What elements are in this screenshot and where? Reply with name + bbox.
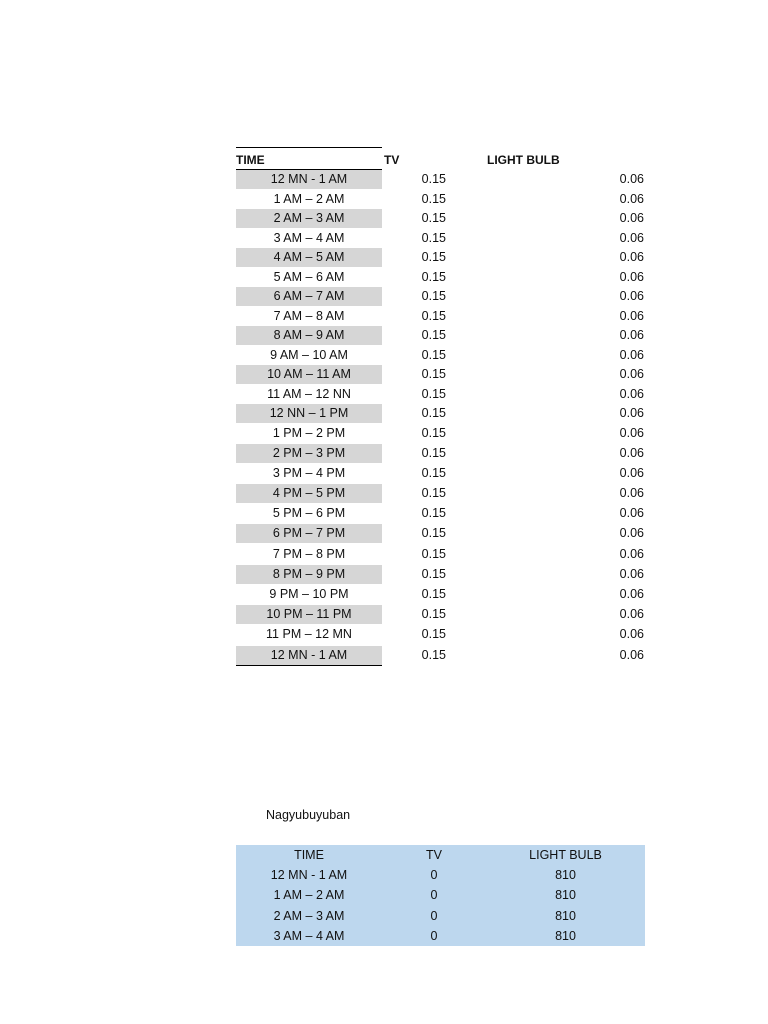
table-row [236,484,646,503]
table-row [236,865,645,885]
table-row [236,229,646,248]
light-bulb-cell: 0.06 [619,466,644,480]
table-row [236,170,646,189]
light-bulb-cell: 0.06 [619,486,644,500]
table-bottom-rule [236,665,382,666]
tv-cell: 0.15 [421,547,446,561]
table-row [236,906,645,926]
tv-cell: 0.15 [421,567,446,581]
time-cell: 12 MN - 1 AM [236,646,382,665]
time-cell: 2 PM – 3 PM [236,444,382,463]
table-row [236,307,646,326]
tv-cell: 0.15 [421,250,446,264]
time-cell: 9 PM – 10 PM [269,587,349,601]
tv-cell: 0 [430,929,438,944]
light-bulb-cell: 810 [555,868,576,882]
time-cell: 7 AM – 8 AM [273,309,345,323]
light-bulb-cell: 0.06 [619,526,644,540]
light-bulb-cell: 0.06 [619,567,644,581]
tv-cell: 0.15 [421,466,446,480]
header-tv: TV [426,848,442,862]
table-row [236,268,646,287]
table-row [236,545,646,564]
light-bulb-cell: 0.06 [619,309,644,323]
table-row [236,209,646,228]
time-cell: 11 PM – 12 MN [266,627,352,641]
time-cell: 1 PM – 2 PM [272,426,346,440]
light-bulb-cell: 0.06 [619,587,644,601]
table-row [236,287,646,306]
header-light-bulb: LIGHT BULB [529,848,602,862]
time-cell: 8 PM – 9 PM [236,565,382,584]
table-row [236,404,646,423]
light-bulb-cell: 0.06 [619,250,644,264]
tv-cell: 0.15 [421,289,446,303]
table-row [236,605,646,624]
time-cell: 6 AM – 7 AM [236,287,382,306]
time-cell: 10 AM – 11 AM [236,365,382,384]
tv-cell: 0.15 [421,192,446,206]
table-row [236,326,646,345]
light-bulb-cell: 810 [555,908,576,923]
time-cell: 1 AM – 2 AM [273,888,345,903]
time-cell: 12 MN - 1 AM [236,170,382,189]
time-cell: 4 AM – 5 AM [236,248,382,267]
light-bulb-cell: 810 [555,888,576,903]
usage-table [236,845,645,946]
table-row [236,424,646,443]
light-bulb-cell: 0.06 [619,547,644,561]
time-cell: 4 PM – 5 PM [236,484,382,503]
time-cell: 2 AM – 3 AM [236,209,382,228]
tv-cell: 0 [430,868,438,882]
light-bulb-cell: 0.06 [619,648,644,662]
time-cell: 8 AM – 9 AM [236,326,382,345]
light-bulb-cell: 0.06 [619,627,644,641]
tv-cell: 0.15 [421,172,446,186]
table-row [236,444,646,463]
table-row [236,585,646,604]
tv-cell: 0 [430,908,438,923]
light-bulb-cell: 0.06 [619,387,644,401]
tv-cell: 0.15 [421,648,446,662]
header-tv: TV [384,153,400,167]
usage-table-header [236,845,645,865]
tv-cell: 0.15 [421,309,446,323]
light-bulb-cell: 810 [555,929,576,944]
time-cell: 3 PM – 4 PM [272,466,346,480]
light-bulb-cell: 0.06 [619,211,644,225]
tv-cell: 0.15 [421,328,446,342]
light-bulb-cell: 0.06 [619,289,644,303]
table-row [236,365,646,384]
header-light-bulb: LIGHT BULB [487,153,560,167]
tv-cell: 0.15 [421,270,446,284]
light-bulb-cell: 0.06 [619,231,644,245]
time-cell: 2 AM – 3 AM [273,908,345,923]
table-row [236,646,646,665]
light-bulb-cell: 0.06 [619,192,644,206]
tv-cell: 0.15 [421,426,446,440]
table-row [236,504,646,523]
light-bulb-cell: 0.06 [619,426,644,440]
light-bulb-cell: 0.06 [619,406,644,420]
light-bulb-cell: 0.06 [619,348,644,362]
table-row [236,346,646,365]
light-bulb-cell: 0.06 [619,328,644,342]
tv-cell: 0.15 [421,486,446,500]
table-row [236,885,645,905]
light-bulb-cell: 0.06 [619,446,644,460]
table-top-rule [236,147,382,148]
light-bulb-cell: 0.06 [619,607,644,621]
time-cell: 12 MN - 1 AM [270,868,348,882]
tv-cell: 0.15 [421,506,446,520]
light-bulb-cell: 0.06 [619,270,644,284]
light-bulb-cell: 0.06 [619,506,644,520]
table-row [236,926,645,946]
table-row [236,565,646,584]
time-cell: 9 AM – 10 AM [270,348,348,362]
tv-cell: 0.15 [421,387,446,401]
table-row [236,248,646,267]
header-time: TIME [236,153,265,167]
tv-cell: 0.15 [421,406,446,420]
tv-cell: 0.15 [421,446,446,460]
tv-cell: 0.15 [421,526,446,540]
time-cell: 3 AM – 4 AM [273,231,345,245]
light-bulb-cell: 0.06 [619,172,644,186]
time-cell: 6 PM – 7 PM [236,524,382,543]
tv-cell: 0.15 [421,211,446,225]
tv-cell: 0.15 [421,627,446,641]
time-cell: 5 PM – 6 PM [272,506,346,520]
time-cell: 3 AM – 4 AM [273,929,345,944]
table-row [236,190,646,209]
time-cell: 12 NN – 1 PM [236,404,382,423]
tv-cell: 0 [430,888,438,903]
time-cell: 1 AM – 2 AM [273,192,345,206]
tv-cell: 0.15 [421,607,446,621]
tv-cell: 0.15 [421,367,446,381]
tv-cell: 0.15 [421,231,446,245]
time-cell: 7 PM – 8 PM [272,547,346,561]
tv-cell: 0.15 [421,348,446,362]
table-row [236,464,646,483]
header-time: TIME [294,848,324,862]
light-bulb-cell: 0.06 [619,367,644,381]
table-row [236,385,646,404]
caption: Nagyubuyuban [266,808,351,822]
time-cell: 5 AM – 6 AM [273,270,345,284]
time-cell: 11 AM – 12 NN [267,387,351,401]
table-row [236,625,646,644]
table-row [236,524,646,543]
time-cell: 10 PM – 11 PM [236,605,382,624]
tv-cell: 0.15 [421,587,446,601]
